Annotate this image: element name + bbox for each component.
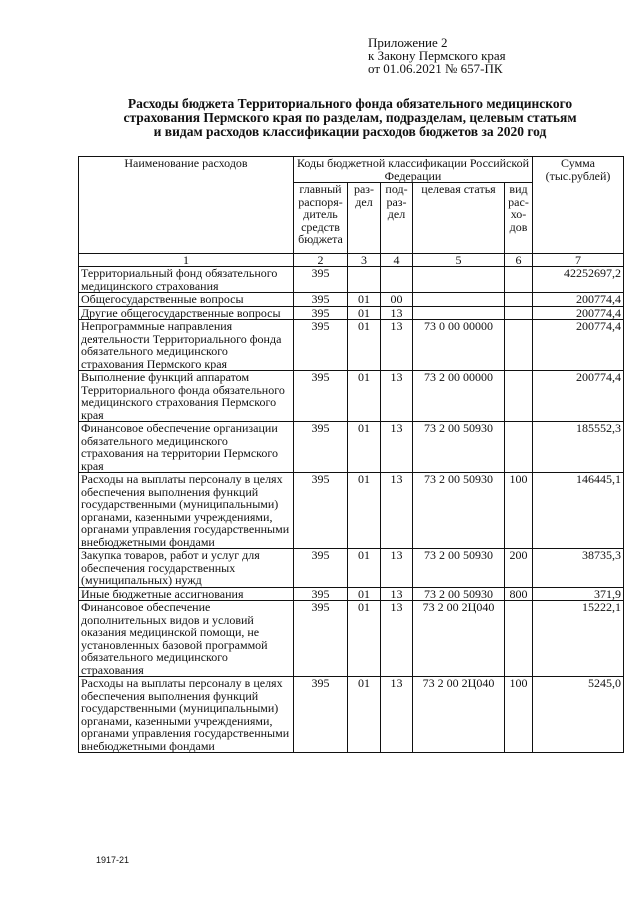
table-row — [79, 677, 624, 753]
title-line: и видам расходов классификации расходов бюджетов за 2020 год — [153, 124, 547, 139]
table-row — [79, 549, 624, 588]
column-number: 7 — [533, 254, 624, 267]
title-line: страхования Пермского края по разделам, подразделам, целевым статьям — [123, 110, 577, 125]
column-number: 5 — [413, 254, 505, 267]
appendix-line: к Закону Пермского края — [368, 48, 506, 63]
table-row — [79, 267, 624, 293]
column-numbers-row — [79, 254, 624, 267]
row-name: Закупка товаров, работ и услуг для обеспечения государственных (муниципальных) нужд — [79, 549, 294, 588]
row-type-code: 800 — [505, 587, 533, 601]
column-number: 6 — [505, 254, 533, 267]
row-name: Общегосударственные вопросы — [79, 293, 294, 307]
row-section-code — [348, 267, 381, 293]
row-admin-code: 395 — [294, 320, 348, 371]
header-section: раз-дел — [348, 183, 381, 254]
row-type-code — [505, 267, 533, 293]
row-section-code: 01 — [348, 320, 381, 371]
row-name: Иные бюджетные ассигнования — [79, 587, 294, 601]
table-row — [79, 422, 624, 473]
row-target-code: 73 2 00 50930 — [413, 549, 505, 588]
row-subsection-code — [381, 267, 413, 293]
table-row — [79, 587, 624, 601]
row-target-code: 73 2 00 50930 — [413, 587, 505, 601]
row-subsection-code: 13 — [381, 549, 413, 588]
row-section-code: 01 — [348, 306, 381, 320]
row-sum: 185552,3 — [533, 422, 624, 473]
document-title — [60, 97, 640, 139]
row-subsection-code: 13 — [381, 320, 413, 371]
row-sum: 200774,4 — [533, 320, 624, 371]
header-name: Наименование расходов — [79, 157, 294, 254]
row-section-code: 01 — [348, 549, 381, 588]
row-sum: 200774,4 — [533, 371, 624, 422]
row-type-code — [505, 320, 533, 371]
row-admin-code: 395 — [294, 306, 348, 320]
row-sum: 200774,4 — [533, 306, 624, 320]
row-name: Другие общегосударственные вопросы — [79, 306, 294, 320]
row-name: Финансовое обеспечение дополнительных видов и условий оказания медицинской помощи, не установленных базовой программой обязательного медицинского страхования — [79, 601, 294, 677]
header-type: вид рас-хо-дов — [505, 183, 533, 254]
row-subsection-code: 13 — [381, 306, 413, 320]
row-admin-code: 395 — [294, 422, 348, 473]
row-subsection-code: 13 — [381, 422, 413, 473]
row-admin-code: 395 — [294, 677, 348, 753]
column-number: 3 — [348, 254, 381, 267]
row-sum: 5245,0 — [533, 677, 624, 753]
row-target-code: 73 0 00 00000 — [413, 320, 505, 371]
row-type-code — [505, 422, 533, 473]
row-type-code — [505, 601, 533, 677]
appendix-block — [368, 36, 506, 75]
row-target-code — [413, 293, 505, 307]
row-subsection-code: 00 — [381, 293, 413, 307]
row-subsection-code: 13 — [381, 601, 413, 677]
row-target-code: 73 2 00 2Ц040 — [413, 677, 505, 753]
header-sum: Сумма (тыс.рублей) — [533, 157, 624, 254]
row-target-code — [413, 267, 505, 293]
row-type-code — [505, 306, 533, 320]
footer-code: 1917-21 — [96, 855, 130, 865]
row-type-code — [505, 293, 533, 307]
row-section-code: 01 — [348, 601, 381, 677]
row-sum: 371,9 — [533, 587, 624, 601]
row-target-code: 73 2 00 2Ц040 — [413, 601, 505, 677]
row-target-code: 73 2 00 50930 — [413, 473, 505, 549]
column-number: 1 — [79, 254, 294, 267]
row-sum: 200774,4 — [533, 293, 624, 307]
header-subsection: под-раз-дел — [381, 183, 413, 254]
row-admin-code: 395 — [294, 587, 348, 601]
row-admin-code: 395 — [294, 371, 348, 422]
header-admin: главный распоря-дитель средств бюджета — [294, 183, 348, 254]
row-section-code: 01 — [348, 587, 381, 601]
table-row — [79, 601, 624, 677]
row-sum: 146445,1 — [533, 473, 624, 549]
row-admin-code: 395 — [294, 293, 348, 307]
table-body — [79, 267, 624, 753]
column-number: 2 — [294, 254, 348, 267]
row-subsection-code: 13 — [381, 587, 413, 601]
row-admin-code: 395 — [294, 601, 348, 677]
appendix-line: Приложение 2 — [368, 35, 448, 50]
table-row — [79, 473, 624, 549]
header-target: целевая статья — [413, 183, 505, 254]
row-target-code — [413, 306, 505, 320]
row-subsection-code: 13 — [381, 677, 413, 753]
row-subsection-code: 13 — [381, 371, 413, 422]
row-section-code: 01 — [348, 293, 381, 307]
column-number: 4 — [381, 254, 413, 267]
row-subsection-code: 13 — [381, 473, 413, 549]
table-row — [79, 320, 624, 371]
row-sum: 42252697,2 — [533, 267, 624, 293]
row-name: Финансовое обеспечение организации обязательного медицинского страхования на территории Пермского края — [79, 422, 294, 473]
row-target-code: 73 2 00 50930 — [413, 422, 505, 473]
table-row — [79, 306, 624, 320]
row-sum: 38735,3 — [533, 549, 624, 588]
row-target-code: 73 2 00 00000 — [413, 371, 505, 422]
table-row — [79, 293, 624, 307]
row-type-code: 100 — [505, 473, 533, 549]
row-name: Расходы на выплаты персоналу в целях обеспечения выполнения функций государственными (муниципальными) органами, казенными учреждениями, органами управления государственными внебюджетными фондами — [79, 473, 294, 549]
row-type-code: 100 — [505, 677, 533, 753]
row-name: Территориальный фонд обязательного медицинского страхования — [79, 267, 294, 293]
row-section-code: 01 — [348, 677, 381, 753]
row-name: Выполнение функций аппаратом Территориального фонда обязательного медицинского страхования Пермского края — [79, 371, 294, 422]
row-type-code — [505, 371, 533, 422]
table-row — [79, 371, 624, 422]
appendix-line: от 01.06.2021 № 657-ПК — [368, 61, 503, 76]
row-section-code: 01 — [348, 473, 381, 549]
budget-table — [78, 156, 624, 753]
row-type-code: 200 — [505, 549, 533, 588]
title-line: Расходы бюджета Территориального фонда обязательного медицинского — [127, 96, 573, 111]
row-admin-code: 395 — [294, 473, 348, 549]
header-codes: Коды бюджетной классификации Российской Федерации — [294, 157, 533, 183]
row-section-code: 01 — [348, 371, 381, 422]
row-name: Расходы на выплаты персоналу в целях обеспечения выполнения функций государственными (муниципальными) органами, казенными учреждениями, органами управления государственными внебюджетными фондами — [79, 677, 294, 753]
row-admin-code: 395 — [294, 549, 348, 588]
row-section-code: 01 — [348, 422, 381, 473]
row-name: Непрограммные направления деятельности Территориального фонда обязательного медицинского страхования Пермского края — [79, 320, 294, 371]
row-admin-code: 395 — [294, 267, 348, 293]
row-sum: 15222,1 — [533, 601, 624, 677]
